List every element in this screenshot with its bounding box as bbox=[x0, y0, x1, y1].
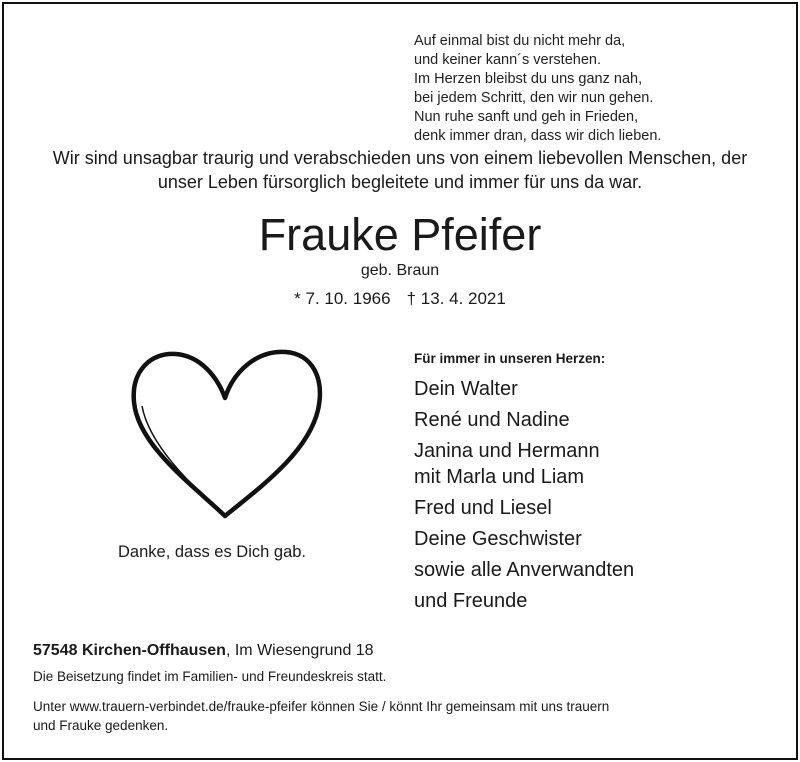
heart-brush-stroke bbox=[142, 406, 225, 516]
address-city: 57548 Kirchen-Offhausen bbox=[33, 642, 226, 659]
death-date: † 13. 4. 2021 bbox=[406, 289, 506, 308]
heart-outline bbox=[134, 352, 320, 516]
poem-line: denk immer dran, dass wir dich lieben. bbox=[414, 128, 662, 144]
mourner-name: Fred und Liesel bbox=[414, 497, 552, 519]
list-item bbox=[414, 407, 634, 433]
poem bbox=[414, 32, 661, 146]
online-note-line: und Frauke gedenken. bbox=[33, 718, 169, 733]
poem-line: bei jedem Schritt, den wir nun gehen. bbox=[414, 90, 654, 106]
address bbox=[33, 641, 374, 661]
mourner-name: Janina und Hermann bbox=[414, 440, 600, 462]
list-item bbox=[414, 495, 634, 521]
thanks-text: Danke, dass es Dich gab. bbox=[118, 543, 307, 561]
mourner-name: und Freunde bbox=[414, 590, 528, 612]
list-item bbox=[414, 588, 634, 614]
list-item bbox=[414, 557, 634, 583]
mourner-name: Deine Geschwister bbox=[414, 528, 582, 550]
list-item bbox=[414, 526, 634, 552]
intro-line: Wir sind unsagbar traurig und verabschieden uns von einem liebevollen Menschen, der bbox=[52, 148, 748, 168]
maiden-name: geb. Braun bbox=[360, 262, 440, 279]
address-street: , Im Wiesengrund 18 bbox=[225, 642, 374, 659]
list-item bbox=[414, 438, 634, 490]
intro-line: unser Leben fürsorglich begleitete und immer für uns da war. bbox=[157, 172, 643, 192]
mourner-name: sowie alle Anverwandten bbox=[414, 559, 635, 581]
poem-line: und keiner kann´s verstehen. bbox=[414, 52, 601, 68]
family-heading: Für immer in unseren Herzen: bbox=[414, 351, 606, 366]
intro-text bbox=[0, 146, 800, 194]
deceased-name: Frauke Pfeifer bbox=[258, 209, 542, 260]
poem-line: Auf einmal bist du nicht mehr da, bbox=[414, 33, 626, 49]
mourner-name: mit Marla und Liam bbox=[414, 466, 585, 488]
heart-icon bbox=[122, 346, 328, 532]
poem-line: Im Herzen bleibst du uns ganz nah, bbox=[414, 71, 643, 87]
poem-line: Nun ruhe sanft und geh in Frieden, bbox=[414, 109, 639, 125]
mourner-name: René und Nadine bbox=[414, 409, 570, 431]
list-item bbox=[414, 376, 634, 402]
mourners-list bbox=[414, 376, 634, 619]
mourner-name: Dein Walter bbox=[414, 378, 518, 400]
online-note-line: Unter www.trauern-verbindet.de/frauke-pfeifer können Sie / könnt Ihr gemeinsam mit uns trauern bbox=[33, 699, 610, 714]
online-note bbox=[33, 697, 733, 735]
birth-date: * 7. 10. 1966 bbox=[294, 289, 391, 308]
life-dates bbox=[0, 288, 800, 310]
burial-note: Die Beisetzung findet im Familien- und Freundeskreis statt. bbox=[33, 669, 387, 684]
